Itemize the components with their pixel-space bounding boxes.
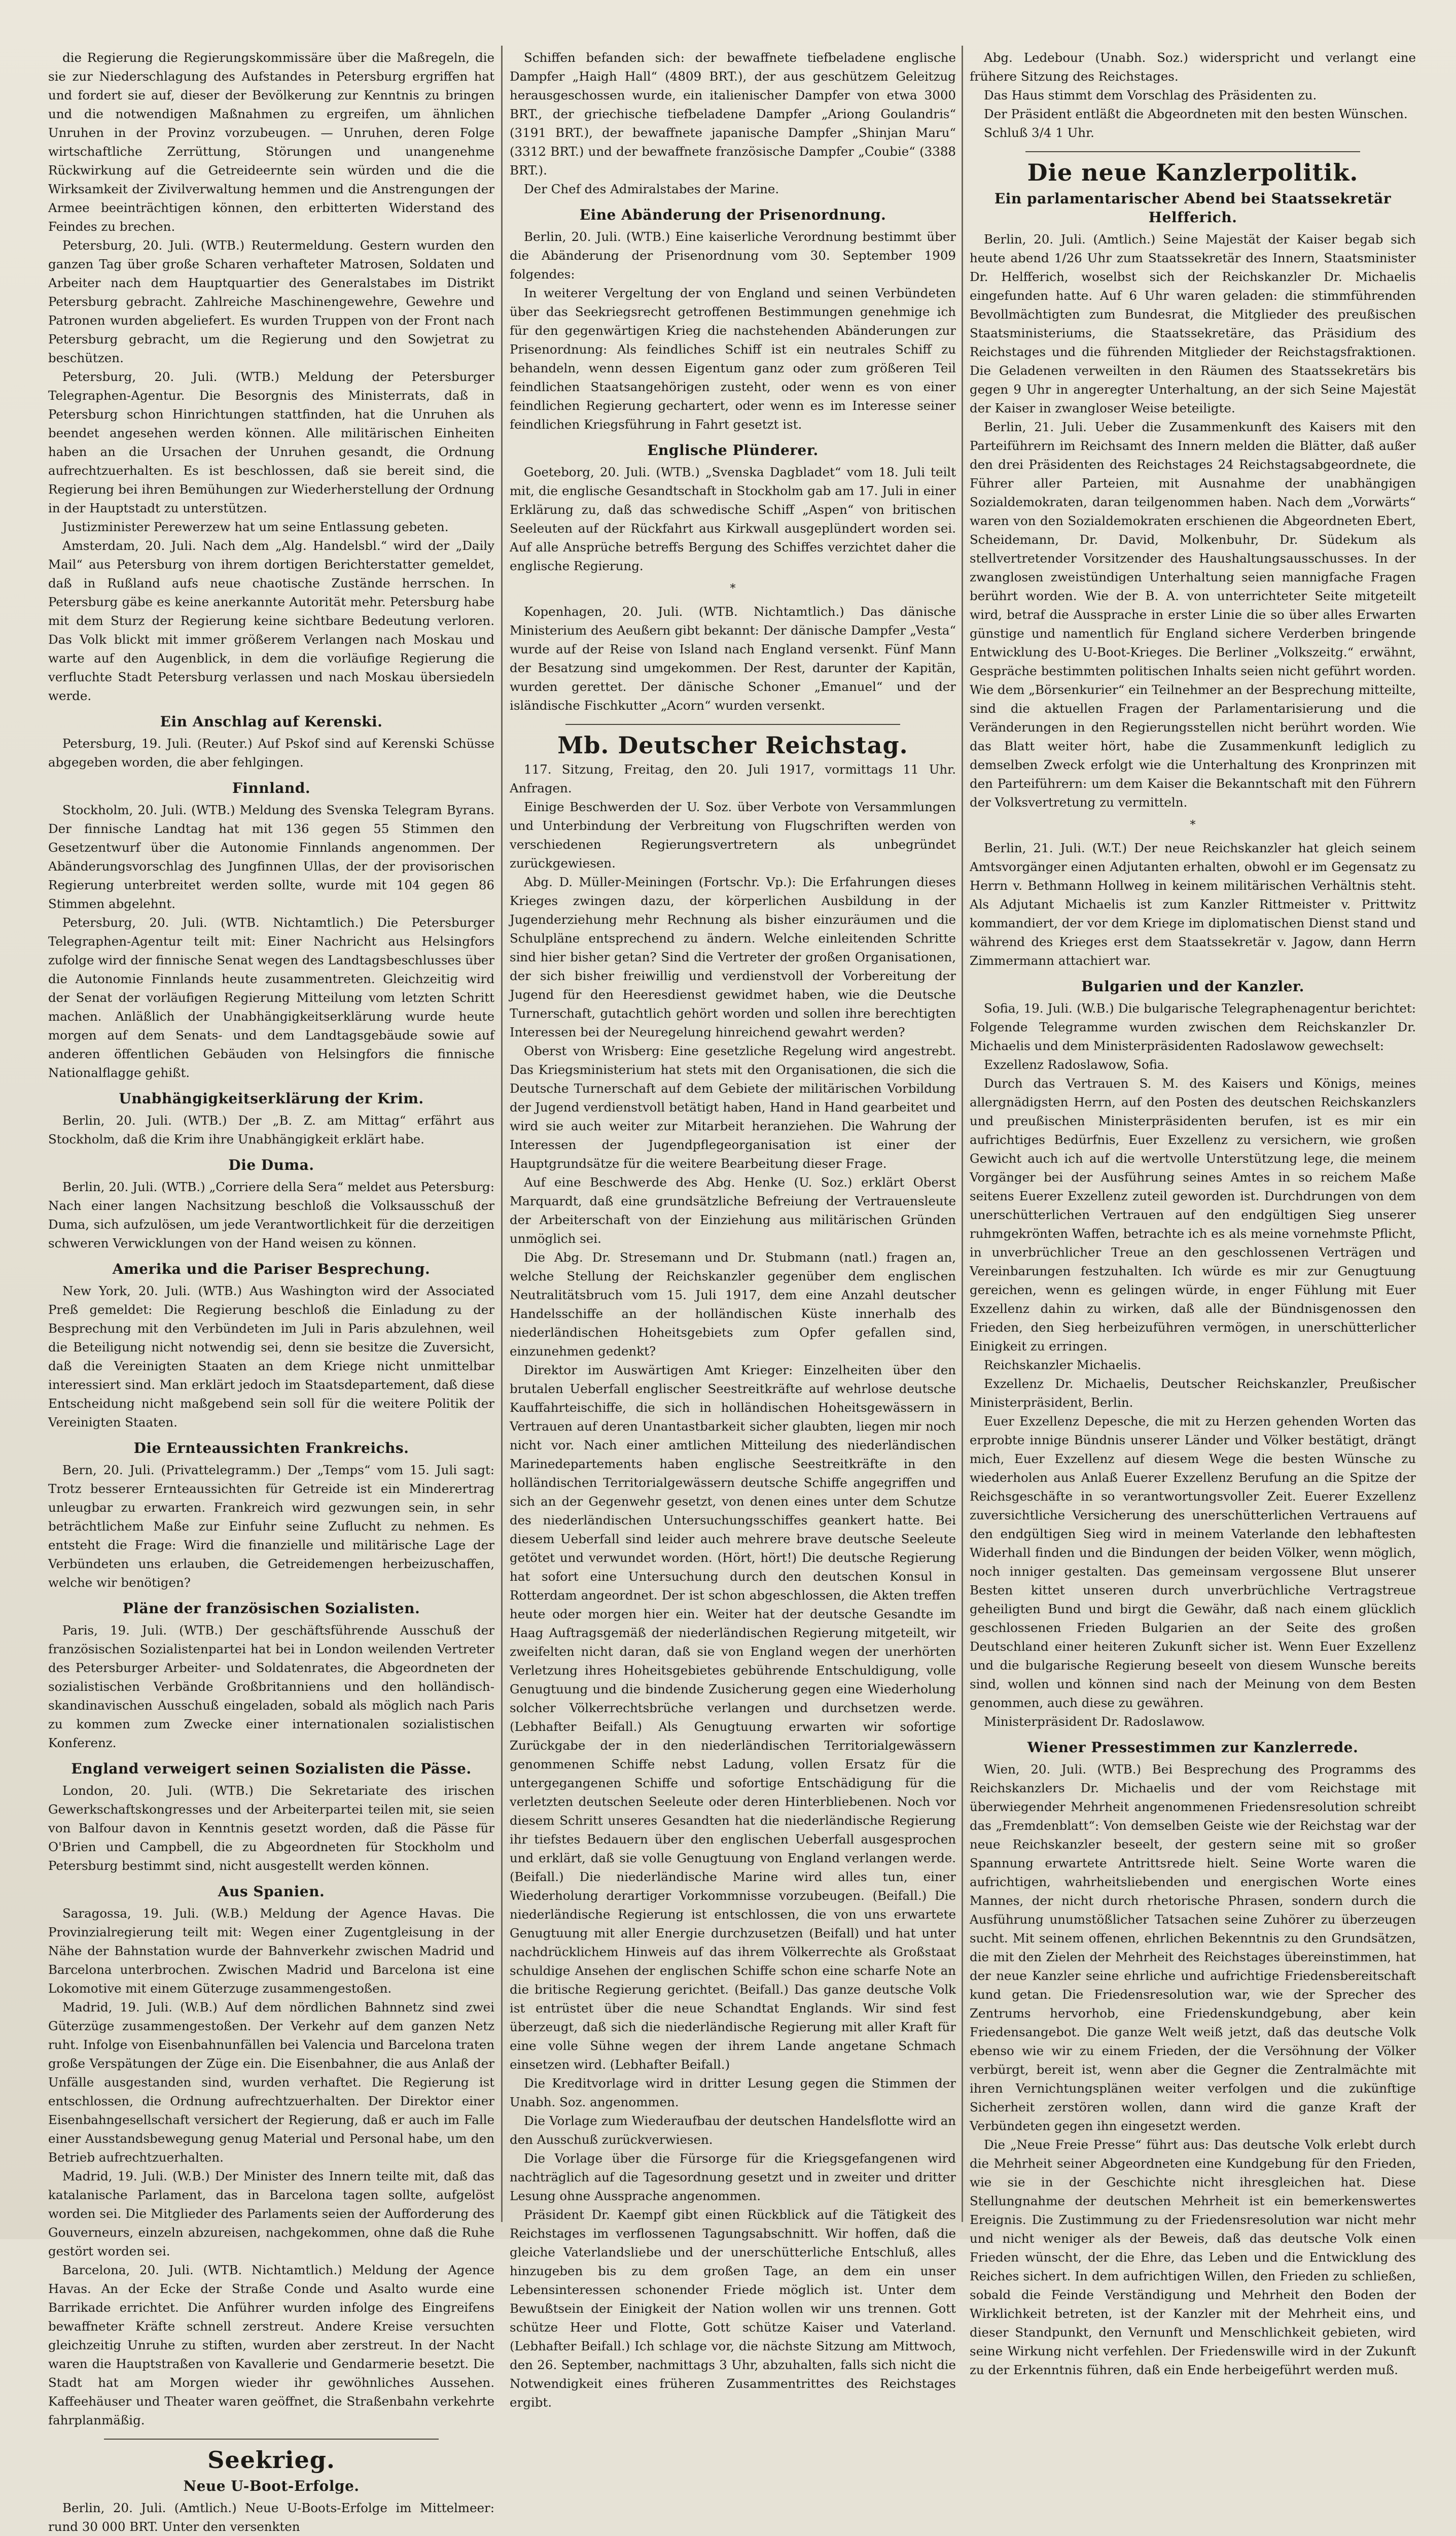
article-paragraph: Der Präsident entläßt die Abgeordneten mit den besten Wünschen. bbox=[984, 107, 1408, 121]
article-paragraph: Abg. Ledebour (Unabh. Soz.) widerspricht und verlangt eine frühere Sitzung des Reichstages. bbox=[970, 50, 1416, 84]
article-paragraph: Madrid, 19. Juli. (W.B.) Auf dem nördlichen Bahnnetz sind zwei Güterzüge zusammengestoßen. Der Verkehr auf dem ganzen Netz ruht. Infolge von Eisenbahnunfällen bei Valencia und Barcelona traten große Verspätungen der Züge ein. Die Eisenbahner, die aus Anlaß der Unfälle ausgestanden sind, wurden verhaftet. Die Regierung ist entschlossen, die Ordnung aufrechtzuerhalten. Der Direktor einer Eisenbahngesellschaft versichert der Regierung, daß er auch im Falle einer Ausstandsbewegung genug Material und Personal habe, um den Betrieb aufrechtzuerhalten. bbox=[48, 2000, 494, 2165]
article-paragraph: Abg. D. Müller-Meiningen (Fortschr. Vp.): Die Erfahrungen dieses Krieges zwingen dazu, der körperlichen Ausbildung in der Jugenderziehung mehr Rechnung als bisher einzuräumen und die Schulpläne entsprechend zu ändern. Welche einleitenden Schritte sind hier bisher getan? Sind die Vertreter der großen Organisationen, der sich bisher freiwillig und verdienstvoll der Vorbereitung der Jugend für den Heeresdienst gewidmet haben, wie die Deutsche Turnerschaft, gutachtlich gehört worden und sollen ihre berechtigten Interessen bei der Neuregelung hinreichend gewahrt werden? bbox=[510, 875, 956, 1039]
article-paragraph: Direktor im Auswärtigen Amt Krieger: Einzelheiten über den brutalen Ueberfall englischer Seestreitkräfte auf wehrlose deutsche Kauffahrteischiffe, die sich in holländischen Hoheitsgewässern in Vertrauen auf deren Unantastbarkeit sicher glaubten, liegen mir noch nicht vor. Nach einer amtlichen Mitteilung des niederländischen Marinedepartements haben englische Seestreitkräfte in den holländischen Territorialgewässern deutsche Schiffe angegriffen und sich an der Gegenwehr gesetzt, von denen eines unter dem Schutze des niederländischen Untersuchungsschiffes geankert hatte. Bei diesem Ueberfall sind leider auch mehrere brave deutsche Seeleute getötet und verwundet worden. (Hört, hört!) Die deutsche Regierung hat sofort eine Untersuchung durch den deutschen Konsul in Rotterdam angeordnet. Der ist schon abgeschlossen, die Akten treffen heute oder morgen hier ein. Weiter hat der deutsche Gesandte im Haag Auftragsgemäß der niederländischen Regierung mitgeteilt, wir zweifelten nicht daran, daß sie von England wegen der unerhörten Verletzung ihres Hoheitsgebietes gebührende Entschuldigung, volle Genugtuung und die bindende Zusicherung gegen eine Wiederholung solcher Völkerrechtsbrüche verlangen und durchsetzen werde. (Lebhafter Beifall.) Als Genugtuung erwarten wir sofortige Zurückgabe der in den niederländischen Territorialgewässern genommenen Schiffe nebst Ladung, vollen Ersatz für die untergegangenen Schiffe und sofortige Entschädigung für die verletzten deutschen Seeleute oder deren Hinterbliebenen. Noch vor diesem Schritt unseres Gesandten hat die niederländische Regierung ihr tiefstes Bedauern über den englischen Ueberfall ausgesprochen und erklärt, daß sie volle Genugtuung von England verlangen werde. (Beifall.) Die niederländische Marine wird alles tun, einer Wiederholung derartiger Vorkommnisse vorzubeugen. (Beifall.) Die niederländische Regierung ist entschlossen, die von uns erwartete Genugtuung mit aller Energie durchzusetzen (Beifall) und hat unter nachdrücklichem Hinweis auf das ihrem Völkerrechte als Großstaat schuldige Ansehen der englischen Schiffe schon eine scharfe Note an die britische Regierung gerichtet. (Beifall.) Das ganze deutsche Volk ist entrüstet über die neue Schandtat Englands. Wir sind fest überzeugt, daß sich die niederländische Regierung mit aller Kraft für eine volle Sühne wegen der ihrem Lande angetane Schmach einsetzen wird. (Lebhafter Beifall.) bbox=[510, 1363, 956, 2072]
separator-asterisk: * bbox=[730, 582, 736, 595]
article-paragraph: Auf eine Beschwerde des Abg. Henke (U. Soz.) erklärt Oberst Marquardt, daß eine grundsätzliche Befreiung der Vertrauensleute der Arbeiterschaft von der Einziehung aus militärischen Gründen unmöglich sei. bbox=[510, 1175, 956, 1246]
article-paragraph: Barcelona, 20. Juli. (WTB. Nichtamtlich.) Meldung der Agence Havas. An der Ecke der Straße Conde und Asalto wurde eine Barrikade errichtet. Die Anführer wurden infolge des Eingreifens bewaffneter Kräfte schnell zerstreut. Andere Kreise versuchten gleichzeitig Unruhe zu stiften, wurden aber zerstreut. In der Nacht waren die Hauptstraßen von Kavallerie und Gendarmerie besetzt. Die Stadt hat am Morgen wieder ihr gewöhnliches Aussehen. Kaffeehäuser und Theater waren geöffnet, die Straßenbahn verkehrte fahrplanmäßig. bbox=[48, 2263, 494, 2427]
article-paragraph: Das Haus stimmt dem Vorschlag des Präsidenten zu. bbox=[984, 88, 1317, 102]
article-heading: Eine Abänderung der Prisenordnung. bbox=[579, 206, 886, 223]
article-paragraph: Die Vorlage zum Wiederaufbau der deutschen Handelsflotte wird an den Ausschuß zurückverwiesen. bbox=[510, 2113, 956, 2147]
article-heading: Aus Spanien. bbox=[218, 1883, 325, 1900]
article-heading: Finnland. bbox=[232, 780, 311, 796]
article-heading: Ein Anschlag auf Kerenski. bbox=[160, 713, 383, 730]
article-paragraph: Schluß 3/4 1 Uhr. bbox=[984, 125, 1094, 140]
column-right bbox=[970, 48, 1416, 2377]
section-heading: Die neue Kanzlerpolitik. bbox=[1027, 159, 1359, 186]
column-rule bbox=[962, 46, 963, 2222]
section-divider bbox=[1025, 151, 1360, 152]
section-heading: Seekrieg. bbox=[207, 2446, 335, 2474]
section-heading: Mb. Deutscher Reichstag. bbox=[557, 732, 908, 759]
article-paragraph: Berlin, 21. Juli. Ueber die Zusammenkunft des Kaisers mit den Parteiführern im Reichsamt des Innern melden die Blätter, daß außer den drei Präsidenten des Reichstages 24 Reichstagsabgeordnete, die Führer aller Parteien, mit Ausnahme der unabhängigen Sozialdemokraten, daran teilgenommen haben. Nach dem „Vorwärts“ waren von den Sozialdemokraten erschienen die Abgeordneten Ebert, Scheidemann, Dr. David, Molkenbuhr, Dr. Südekum als stellvertretender Vorsitzender des Haushaltungsausschusses. In der zwanglosen zweistündigen Unterhaltung seien mannigfache Fragen berührt worden. Wie der B. A. von unterrichteter Seite mitgeteilt wird, betraf die Aussprache in erster Linie die so über alles Erwarten günstige und namentlich für England sichere Verderben bringende Entwicklung des U-Boot-Krieges. Die Berliner „Volkszeitg.“ erwähnt, Gespräche bestimmten politischen Inhalts seien nicht geführt worden. Wie dem „Börsenkurier“ ein Teilnehmer an der Besprechung mitteilte, sind die aktuellen Fragen der Parlamentarisierung und die Veränderungen in den Regierungsstellen nicht berührt worden. Wie das Blatt weiter hört, habe die Zusammenkunft lediglich zu demselben Zweck erfolgt wie die Unterhaltung des Kronprinzen mit den Parteiführern: um dem Kaiser die Bekanntschaft mit den Führern der Volksvertretung zu vermitteln. bbox=[970, 420, 1416, 810]
article-paragraph: Schiffen befanden sich: der bewaffnete tiefbeladene englische Dampfer „Haigh Hall“ (4809 BRT.), der aus geschützem Geleitzug herausgeschossen wurde, ein italienischer Dampfer von etwa 3000 BRT., der griechische tiefbeladene Dampfer „Ariong Goulandris“ (3191 BRT.), der bewaffnete japanische Dampfer „Shinjan Maru“ (3312 BRT.) und der bewaffnete französische Dampfer „Coubie“ (3388 BRT.). bbox=[510, 50, 956, 178]
article-paragraph: Die Kreditvorlage wird in dritter Lesung gegen die Stimmen der Unabh. Soz. angenommen. bbox=[510, 2076, 956, 2109]
article-paragraph: Bern, 20. Juli. (Privattelegramm.) Der „Temps“ vom 15. Juli sagt: Trotz besserer Ernteaussichten für Getreide ist ein Minderertrag unleugbar zu erwarten. Frankreich wird gezwungen sein, in sehr beträchtlichem Maße zur Einfuhr seine Zuflucht zu nehmen. Es entsteht die Frage: Wird die finanzielle und militärische Lage der Verbündeten uns erlauben, die Getreidemengen herbeizuschaffen, welche wir benötigen? bbox=[48, 1463, 494, 1590]
article-heading: Neue U-Boot-Erfolge. bbox=[183, 2478, 360, 2494]
article-paragraph: Sofia, 19. Juli. (W.B.) Die bulgarische Telegraphenagentur berichtet: Folgende Telegramme wurden zwischen dem Reichskanzler Dr. Michaelis und dem Ministerpräsidenten Radoslawow gewechselt: bbox=[970, 1001, 1416, 1053]
article-paragraph: 117. Sitzung, Freitag, den 20. Juli 1917, vormittags 11 Uhr. Anfragen. bbox=[510, 762, 956, 795]
article-heading: Wiener Pressestimmen zur Kanzlerrede. bbox=[1027, 1739, 1359, 1756]
article-paragraph: Präsident Dr. Kaempf gibt einen Rückblick auf die Tätigkeit des Reichstages im verflossenen Tagungsabschnitt. Wir hoffen, daß die gleiche Vaterlandsliebe und der unerschütterliche Entschluß, alles hinzugeben bis zu dem großen Tage, an dem ein unser Lebensinteressen schonender Friede möglich ist. Unter dem Bewußtsein der Einigkeit der Nation wollen wir uns trennen. Gott schütze Heer und Flotte, Gott schütze Kaiser und Vaterland. (Lebhafter Beifall.) Ich schlage vor, die nächste Sitzung am Mittwoch, den 26. September, nachmittags 3 Uhr, abzuhalten, falls sich nicht die Notwendigkeit eines früheren Zusammentrittes des Reichstages ergibt. bbox=[510, 2207, 956, 2410]
article-paragraph: Einige Beschwerden der U. Soz. über Verbote von Versammlungen und Unterbindung der Verbreitung von Flugschriften werden von verschiedenen Regierungsvertretern als unbegründet zurückgewiesen. bbox=[510, 800, 956, 871]
column-middle bbox=[510, 48, 956, 2410]
article-paragraph: Berlin, 20. Juli. (Amtlich.) Seine Majestät der Kaiser begab sich heute abend 1/26 Uhr zum Staatssekretär des Innern, Staatsminister Dr. Helfferich, woselbst sich der Reichskanzler Dr. Michaelis eingefunden hatte. Auf 6 Uhr waren geladen: die stimmführenden Bevollmächtigten zum Bundesrat, die Mitglieder des preußischen Staatsministeriums, die Staatssekretäre, das Präsidium des Reichstages und die führenden Mitglieder der Reichstagsfraktionen. Die Geladenen verweilten in den Räumen des Staatssekretärs bis gegen 9 Uhr in angeregter Unterhaltung, an der sich Seine Majestät der Kaiser in zwangloser Weise beteiligte. bbox=[970, 232, 1416, 415]
article-paragraph: die Regierung die Regierungskommissäre über die Maßregeln, die sie zur Niederschlagung des Aufstandes in Petersburg ergriffen hat und fordert sie auf, dieser der Bevölkerung zur Kenntnis zu bringen und die notwendigen Maßnahmen zu ergreifen, um ähnlichen Unruhen in der Provinz vorzubeugen. — Unruhen, deren Folge wirtschaftliche Zerrüttung, Störungen und unangenehme Rückwirkung auf die Getreideernte sein würden und die die Wirksamkeit der Zivilverwaltung hemmen und die Anstrengungen der Armee beeinträchtigen können, den erbitterten Widerstand des Feindes zu brechen. bbox=[48, 50, 494, 234]
article-paragraph: Berlin, 20. Juli. (WTB.) „Corriere della Sera“ meldet aus Petersburg: Nach einer langen Nachsitzung beschloß die Volksausschuß der Duma, sich aufzulösen, um jede Verantwortlichkeit für die derzeitigen schweren Verwicklungen von der Hand weisen zu können. bbox=[48, 1179, 494, 1250]
column-rule bbox=[501, 46, 503, 2222]
article-paragraph: Exzellenz Dr. Michaelis, Deutscher Reichskanzler, Preußischer Ministerpräsident, Berlin. bbox=[970, 1376, 1416, 1410]
article-paragraph: Die Vorlage über die Fürsorge für die Kriegsgefangenen wird nachträglich auf die Tagesordnung gesetzt und in zweiter und dritter Lesung ohne Aussprache angenommen. bbox=[510, 2151, 956, 2203]
article-paragraph: Saragossa, 19. Juli. (W.B.) Meldung der Agence Havas. Die Provinzialregierung teilt mit: Wegen einer Zugentgleisung in der Nähe der Bahnstation wurde der Bahnverkehr zwischen Madrid und Barcelona unterbrochen. Zwischen Madrid und Barcelona ist eine Lokomotive mit einem Güterzuge zusammengestoßen. bbox=[48, 1906, 494, 1996]
article-paragraph: Amsterdam, 20. Juli. Nach dem „Alg. Handelsbl.“ wird der „Daily Mail“ aus Petersburg von ihrem dortigen Berichterstatter gemeldet, daß in Rußland aufs neue chaotische Zustände herrschen. In Petersburg gäbe es keine anerkannte Autorität mehr. Petersburg habe mit dem Sturz der Regierung keine sichtbare Bedeutung verloren. Das Volk blickt mit immer größerem Verlangen nach Moskau und warte auf den Augenblick, in dem die vorläufige Regierung die verfluchte Stadt Petersburg verlassen und nach Moskau übersiedeln werde. bbox=[48, 538, 494, 703]
article-paragraph: Exzellenz Radoslawow, Sofia. bbox=[984, 1057, 1169, 1072]
column-left bbox=[48, 48, 494, 2534]
article-heading: Bulgarien und der Kanzler. bbox=[1081, 978, 1304, 995]
article-paragraph: Der Chef des Admiralstabes der Marine. bbox=[524, 182, 779, 196]
article-paragraph: London, 20. Juli. (WTB.) Die Sekretariate des irischen Gewerkschaftskongresses und der Arbeiterpartei teilen mit, sie seien von Balfour davon in Kenntnis gesetzt worden, daß die Pässe für O'Brien und Campbell, die zu Abgeordneten für Stockholm und Petersburg bestimmt sind, nicht ausgestellt werden können. bbox=[48, 1783, 494, 1873]
article-paragraph: Petersburg, 20. Juli. (WTB. Nichtamtlich.) Die Petersburger Telegraphen-Agentur teilt mit: Einer Nachricht aus Helsingfors zufolge wird der finnische Senat wegen des Landtagsbeschlusses über die Autonomie Finnlands heute zusammentreten. Gleichzeitig wird der Senat der vorläufigen Regierung Mitteilung vom letzten Schritt machen. Anläßlich der Unabhängigkeitserklärung wurde heute morgen auf dem Senats- und dem Landtagsgebäude sowie auf anderen öffentlichen Gebäuden von Helsingfors die finnische Nationalflagge gehißt. bbox=[48, 915, 494, 1080]
article-paragraph: Berlin, 20. Juli. (Amtlich.) Neue U-Boots-Erfolge im Mittelmeer: rund 30 000 BRT. Unter den versenkten bbox=[48, 2500, 494, 2534]
section-divider bbox=[104, 2439, 439, 2440]
article-heading: Englische Plünderer. bbox=[647, 442, 819, 459]
section-divider bbox=[565, 724, 900, 725]
article-heading: Ein parlamentarischer Abend bei Staatssekretär Helfferich. bbox=[994, 190, 1392, 226]
article-paragraph: Euer Exzellenz Depesche, die mit zu Herzen gehenden Worten das erprobte innige Bündnis unserer Länder und Völker bestätigt, drängt mich, Euer Exzellenz auf diesem Wege die besten Wünsche zu wiederholen aus Anlaß Euerer Exzellenz Berufung an die Spitze der Reichsgeschäfte in so verantwortungsvoller Zeit. Euerer Exzellenz zuversichtliche Versicherung des unerschütterlichen Vertrauens auf den endgültigen Sieg wird in meinem Vaterlande den lebhaftesten Widerhall finden und die Bindungen der beiden Völker, wenn möglich, noch inniger gestalten. Das gemeinsam vergossene Blut unserer Besten kittet unseren durch unverbrüchliche Vertragstreue geheiligten Bund und birgt die Gewähr, daß nach einem glücklich geschlossenen Frieden Bulgarien an der Seite des großen Deutschland einer heiteren Zukunft sicher ist. Wenn Euer Exzellenz und die bulgarische Regierung beseelt von diesem Wunsche bereits sind, wollen und können sind nach der Meinung von dem Besten genommen, auch diese zu gewähren. bbox=[970, 1414, 1416, 1710]
article-paragraph: Die Abg. Dr. Stresemann und Dr. Stubmann (natl.) fragen an, welche Stellung der Reichskanzler gegenüber dem englischen Neutralitätsbruch vom 15. Juli 1917, dem eine Anzahl deutscher Handelsschiffe an der holländischen Küste innerhalb des niederländischen Hoheitsgebiets zum Opfer gefallen sind, einzunehmen gedenkt? bbox=[510, 1250, 956, 1359]
article-paragraph: Durch das Vertrauen S. M. des Kaisers und Königs, meines allergnädigsten Herrn, auf den Posten des deutschen Reichskanzlers und preußischen Ministerpräsidenten berufen, ist es mir ein aufrichtiges Bedürfnis, Euer Exzellenz zu versichern, wie großen Gewicht auch ich auf die wertvolle Unterstützung lege, die meinem Vorgänger bei der Ausführung seines Amtes in so reichem Maße seitens Euerer Exzellenz zuteil geworden ist. Durchdrungen von dem unerschütterlichen Vertrauen auf den endgültigen Sieg unserer ruhmgekrönten Waffen, betrachte ich es als meine vornehmste Pflicht, in unverbrüchlicher Treue an den geschlossenen Verträgen und Vereinbarungen festzuhalten. Ich würde es mir zur Genugtuung gereichen, wenn es gelingen würde, in enger Fühlung mit Euer Exzellenz dahin zu wirken, daß alle der Bündnisgenossen den Frieden, den Sieg herbeizuführen vermögen, in unerschütterlicher Einigkeit zu erringen. bbox=[970, 1076, 1416, 1353]
article-paragraph: Madrid, 19. Juli. (W.B.) Der Minister des Innern teilte mit, daß das katalanische Parlament, das in Barcelona tagen sollte, aufgelöst worden sei. Die Mitglieder des Parlaments seien der Aufforderung des Gouverneurs, einzeln abzureisen, nachgekommen, ohne daß die Ruhe gestört worden sei. bbox=[48, 2169, 494, 2259]
separator-asterisk: * bbox=[1190, 819, 1196, 831]
article-paragraph: Kopenhagen, 20. Juli. (WTB. Nichtamtlich.) Das dänische Ministerium des Aeußern gibt bekannt: Der dänische Dampfer „Vesta“ wurde auf der Reise von Island nach England versenkt. Fünf Mann der Besatzung sind umgekommen. Der Rest, darunter der Kapitän, wurden gerettet. Der dänische Schoner „Emanuel“ und der isländische Fischkutter „Acorn“ wurden versenkt. bbox=[510, 604, 956, 713]
article-paragraph: Paris, 19. Juli. (WTB.) Der geschäftsführende Ausschuß der französischen Sozialistenpartei hat bei in London weilenden Vertreter des Petersburger Arbeiter- und Soldatenrates, die Abgeordneten der sozialistischen Verbände Großbritanniens und den holländisch-skandinavischen Ausschuß eingeladen, sobald als möglich nach Paris zu kommen zum Zwecke einer internationalen sozialistischen Konferenz. bbox=[48, 1623, 494, 1750]
article-paragraph: New York, 20. Juli. (WTB.) Aus Washington wird der Associated Preß gemeldet: Die Regierung beschloß die Einladung zu der Besprechung mit den Verbündeten im Juli in Paris abzulehnen, weil die Beteiligung nicht notwendig sei, denn sie besitze die Zuversicht, daß die Vereinigten Staaten an dem Kriege nicht unmittelbar interessiert sind. Man erklärt jedoch im Staatsdepartement, daß diese Entscheidung nicht maßgebend sein soll für die weitere Politik der Vereinigten Staaten. bbox=[48, 1283, 494, 1430]
article-paragraph: Reichskanzler Michaelis. bbox=[984, 1358, 1142, 1372]
article-paragraph: Wien, 20. Juli. (WTB.) Bei Besprechung des Programms des Reichskanzlers Dr. Michaelis und der vom Reichstage mit überwiegender Mehrheit angenommenen Friedensresolution schreibt das „Fremdenblatt“: Von demselben Geiste wie der Reichstag war der neue Reichskanzler beseelt, der gestern seine mit so großer Spannung erwartete Antrittsrede hielt. Seine Worte waren die aufrichtigen, wahrheitsliebenden und energischen Worte eines Mannes, der nicht durch rhetorische Phrasen, sondern durch die Ausführung unumstößlicher Tatsachen seine Zuhörer zu überzeugen sucht. Mit seinem offenen, ehrlichen Bekenntnis zu den Grundsätzen, die mit den Zielen der Mehrheit des Reichstages übereinstimmen, hat der neue Kanzler seine ehrliche und aufrichtige Friedensbereitschaft kund getan. Die Friedensresolution war, wie der Sprecher des Zentrums hervorhob, eine Friedenskundgebung, aber kein Friedensangebot. Die ganze Welt weiß jetzt, daß das deutsche Volk ebenso wie wir zu einem Frieden, der die Versöhnung der Völker verbürgt, bereit ist, wenn aber die Gegner die Zentralmächte mit ihren Vernichtungsplänen weiter verfolgen und die zukünftige Sicherheit zerstören wollen, dann wird die ganze Kraft der Verbündeten gegen ihn eingesetzt werden. bbox=[970, 1762, 1416, 2133]
article-paragraph: Goeteborg, 20. Juli. (WTB.) „Svenska Dagbladet“ vom 18. Juli teilt mit, die englische Gesandtschaft in Stockholm gab am 17. Juli in einer Erklärung zu, daß das schwedische Schiff „Aspen“ von britischen Seeleuten auf der Rückfahrt aus Kirkwall ausgeplündert worden sei. Auf alle Ansprüche betreffs Bergung des Schiffes verzichtet daher die englische Regierung. bbox=[510, 465, 956, 573]
article-paragraph: Petersburg, 20. Juli. (WTB.) Reutermeldung. Gestern wurden den ganzen Tag über große Scharen verhafteter Matrosen, Soldaten und Arbeiter nach dem Hauptquartier des Generalstabes im Distrikt Petersburg gebracht. Zahlreiche Maschinengewehre, Gewehre und Patronen wurden abgeliefert. Es wurden Truppen von der Front nach Petersburg gebracht, um die Regierung und den Sowjetrat zu beschützen. bbox=[48, 238, 494, 365]
article-heading: Die Ernteaussichten Frankreichs. bbox=[133, 1440, 409, 1456]
article-paragraph: Petersburg, 20. Juli. (WTB.) Meldung der Petersburger Telegraphen-Agentur. Die Besorgnis des Ministerrats, daß in Petersburg schon Hinrichtungen stattfinden, hat die Unruhen als beendet angesehen werden können. Alle militärischen Einheiten haben an die Ursachen der Unruhen gesandt, die Ordnung aufrechtzuerhalten. Es ist beschlossen, daß sie bereit sind, die Regierung bei ihren Bemühungen zur Wiederherstellung der Ordnung in der Hauptstadt zu unterstützen. bbox=[48, 369, 494, 515]
article-paragraph: Petersburg, 19. Juli. (Reuter.) Auf Pskof sind auf Kerenski Schüsse abgegeben worden, die aber fehlgingen. bbox=[48, 736, 494, 770]
article-paragraph: Stockholm, 20. Juli. (WTB.) Meldung des Svenska Telegram Byrans. Der finnische Landtag hat mit 136 gegen 55 Stimmen den Gesetzentwurf über die Autonomie Finnlands angenommen. Der Abänderungsvorschlag des Jungfinnen Ullas, der der provisorischen Regierung unterbreitet werden sollte, wurde mit 104 gegen 86 Stimmen abgelehnt. bbox=[48, 803, 494, 911]
article-paragraph: Ministerpräsident Dr. Radoslawow. bbox=[984, 1714, 1205, 1729]
article-paragraph: Berlin, 21. Juli. (W.T.) Der neue Reichskanzler hat gleich seinem Amtsvorgänger einen Adjutanten erhalten, obwohl er im Gegensatz zu Herrn v. Bethmann Hollweg in keinem militärischen Verhältnis steht. Als Adjutant Michaelis ist zum Kanzler Rittmeister v. Prittwitz kommandiert, der vor dem Kriege im diplomatischen Dienst stand und während des Krieges erst dem Staatssekretär v. Jagow, dann Herrn Zimmermann attachiert war. bbox=[970, 841, 1416, 968]
article-paragraph: Justizminister Perewerzew hat um seine Entlassung gebeten. bbox=[62, 519, 449, 534]
article-heading: Amerika und die Pariser Besprechung. bbox=[112, 1261, 431, 1277]
article-heading: England verweigert seinen Sozialisten die Pässe. bbox=[71, 1760, 472, 1777]
article-paragraph: Berlin, 20. Juli. (WTB.) Der „B. Z. am Mittag“ erfährt aus Stockholm, daß die Krim ihre Unabhängigkeit erklärt habe. bbox=[48, 1113, 494, 1147]
article-heading: Pläne der französischen Sozialisten. bbox=[122, 1600, 420, 1617]
article-paragraph: Berlin, 20. Juli. (WTB.) Eine kaiserliche Verordnung bestimmt über die Abänderung der Prisenordnung vom 30. September 1909 folgendes: bbox=[510, 229, 956, 282]
article-paragraph: Die „Neue Freie Presse“ führt aus: Das deutsche Volk erlebt durch die Mehrheit seiner Abgeordneten eine Kundgebung für den Frieden, wie sie in der Geschichte nicht ihresgleichen hat. Diese Stellungnahme der deutschen Mehrheit ist ein bemerkenswertes Ereignis. Die Zustimmung zu der Friedensresolution war nicht mehr und nicht weniger als der Beweis, daß das deutsche Volk einen Frieden wünscht, der die Ehre, das Leben und die Entwicklung des Reiches sichert. In dem aufrichtigen Willen, den Frieden zu schließen, sobald die Feinde Verständigung und Mehrheit den Boden der Wirklichkeit betreten, ist der Kanzler mit der Mehrheit eins, und dieser Standpunkt, den Vernunft und Menschlichkeit gebieten, wird seine Wirkung nicht verfehlen. Der Friedenswille wird in der Zukunft zu der Erkenntnis führen, daß ein Ende herbeigeführt werden muß. bbox=[970, 2137, 1416, 2377]
article-paragraph: Oberst von Wrisberg: Eine gesetzliche Regelung wird angestrebt. Das Kriegsministerium hat stets mit den Organisationen, die sich die Deutsche Turnerschaft auf dem Gebiete der militärischen Vorbildung der Jugend verdienstvoll betätigt haben, Hand in Hand gearbeitet und wird sie auch weiter zur Mitarbeit heranziehen. Die Wahrung der Interessen der Jugendpflegeorganisation ist einer der Hauptgrundsätze für die weitere Bearbeitung dieser Frage. bbox=[510, 1044, 956, 1171]
article-heading: Unabhängigkeitserklärung der Krim. bbox=[119, 1090, 424, 1107]
article-heading: Die Duma. bbox=[228, 1157, 314, 1173]
article-paragraph: In weiterer Vergeltung der von England und seinen Verbündeten über das Seekriegsrecht getroffenen Bestimmungen genehmige ich für den gegenwärtigen Krieg die nachstehenden Abänderungen zur Prisenordnung: Als feindliches Schiff ist ein neutrales Schiff zu behandeln, wenn dessen Eigentum ganz oder zum größeren Teil feindlichen Staatsangehörigen zusteht, oder wenn es von einer feindlichen Regierung gechartert, oder wenn es im Interesse seiner feindlichen Kriegsführung in Fahrt gesetzt ist. bbox=[510, 286, 956, 432]
